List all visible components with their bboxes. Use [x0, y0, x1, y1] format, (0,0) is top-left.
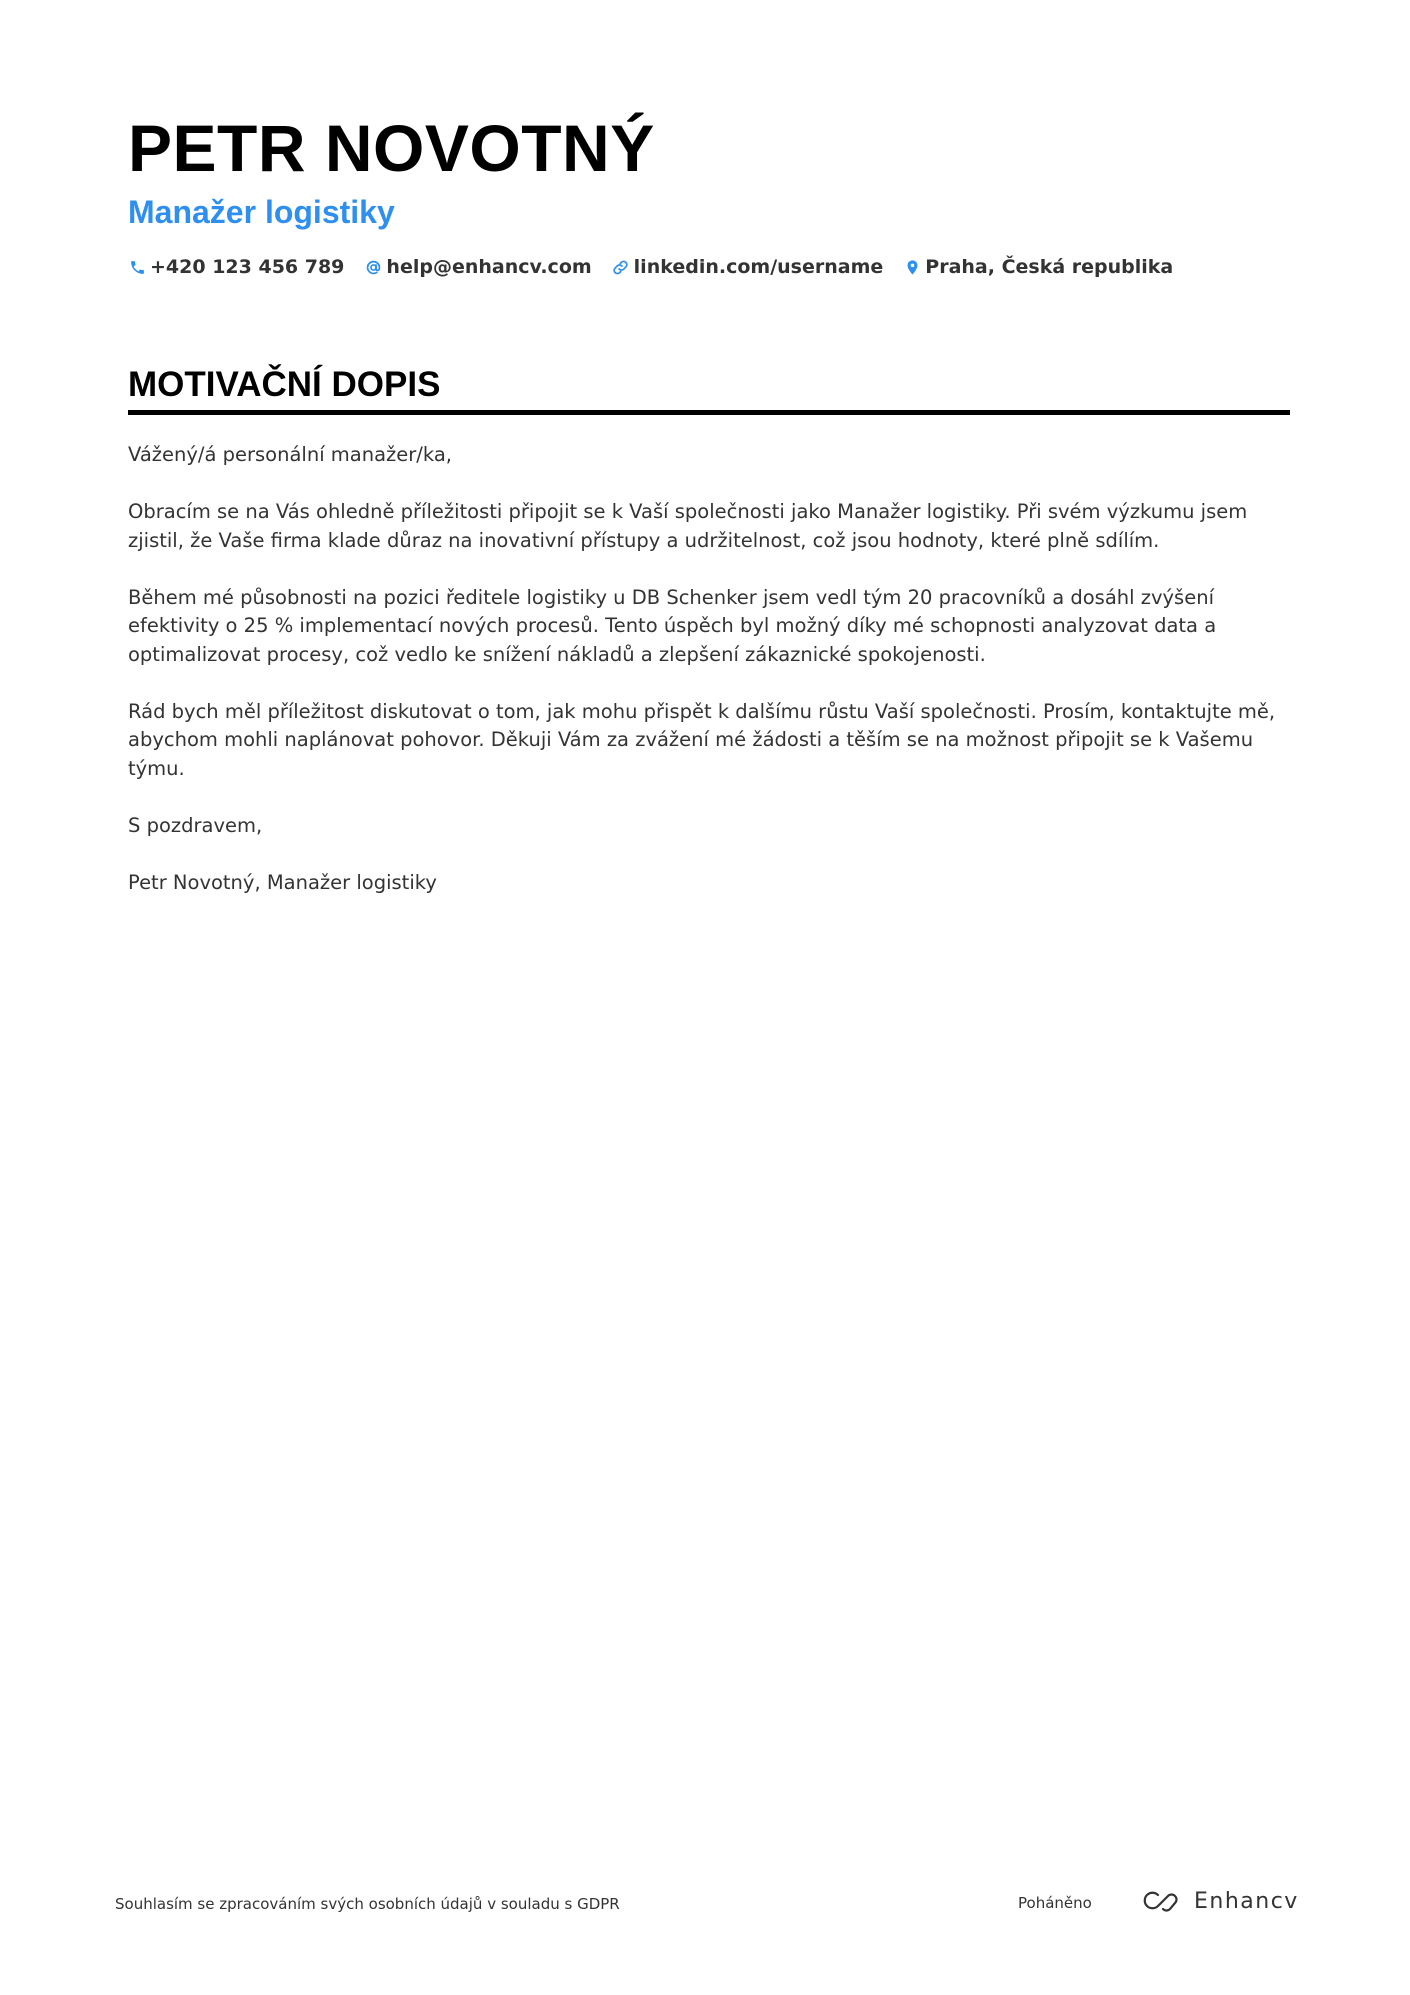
contact-location	[903, 256, 1173, 278]
enhancv-logo[interactable]	[1138, 1888, 1299, 1916]
location-pin-icon	[903, 258, 921, 276]
letter-body	[128, 441, 1290, 926]
contact-email[interactable]	[364, 256, 591, 278]
section-divider	[128, 410, 1290, 415]
letter-salutation: Vážený/á personální manažer/ka,	[128, 443, 452, 466]
gdpr-consent-text: Souhlasím se zpracováním svých osobních údajů v souladu s GDPR	[115, 1895, 620, 1913]
letter-signature: Petr Novotný, Manažer logistiky	[128, 870, 437, 894]
contact-phone[interactable]	[128, 256, 344, 278]
powered-by-label: Poháněno	[1018, 1894, 1092, 1912]
contact-bar	[128, 252, 1193, 282]
contact-linkedin[interactable]	[612, 256, 884, 278]
contact-phone-text: +420 123 456 789	[150, 256, 345, 278]
letter-paragraph: Rád bych měl příležitost diskutovat o tom, jak mohu přispět k dalšímu růstu Vaší společnosti. Prosím, kontaktujte mě, abychom mohli naplánovat pohovor. Děkuji Vám za zvážení mé žádosti a těším se na možnost připojit se k Vašemu týmu.	[128, 699, 1276, 780]
letter-paragraph: Obracím se na Vás ohledně příležitosti připojit se k Vaší společnosti jako Manažer logistiky. Při svém výzkumu jsem zjistil, že Vaše firma klade důraz na inovativní přístupy a udržitelnost, což jsou hodnoty, které plně sdílím.	[128, 500, 1248, 552]
enhancv-logo-icon	[1138, 1888, 1186, 1916]
section-title: MOTIVAČNÍ DOPIS	[128, 365, 441, 404]
candidate-name: PETR NOVOTNÝ	[128, 111, 655, 185]
contact-linkedin-text: linkedin.com/username	[633, 256, 884, 278]
at-icon	[364, 258, 382, 276]
job-title: Manažer logistiky	[128, 194, 395, 230]
link-icon	[612, 258, 630, 276]
letter-closing: S pozdravem,	[128, 813, 263, 837]
letter-paragraph: Během mé působnosti na pozici ředitele logistiky u DB Schenker jsem vedl tým 20 pracovníků a dosáhl zvýšení efektivity o 25 % implementací nových procesů. Tento úspěch byl možný díky mé schopnosti analyzovat data a optimalizovat procesy, což vedlo ke snížení nákladů a zlepšení zákaznické spokojenosti.	[128, 585, 1217, 666]
phone-icon	[128, 258, 146, 276]
contact-location-text: Praha, Česká republika	[925, 256, 1174, 278]
contact-email-text: help@enhancv.com	[386, 256, 592, 278]
enhancv-wordmark: Enhancv	[1194, 1889, 1299, 1914]
